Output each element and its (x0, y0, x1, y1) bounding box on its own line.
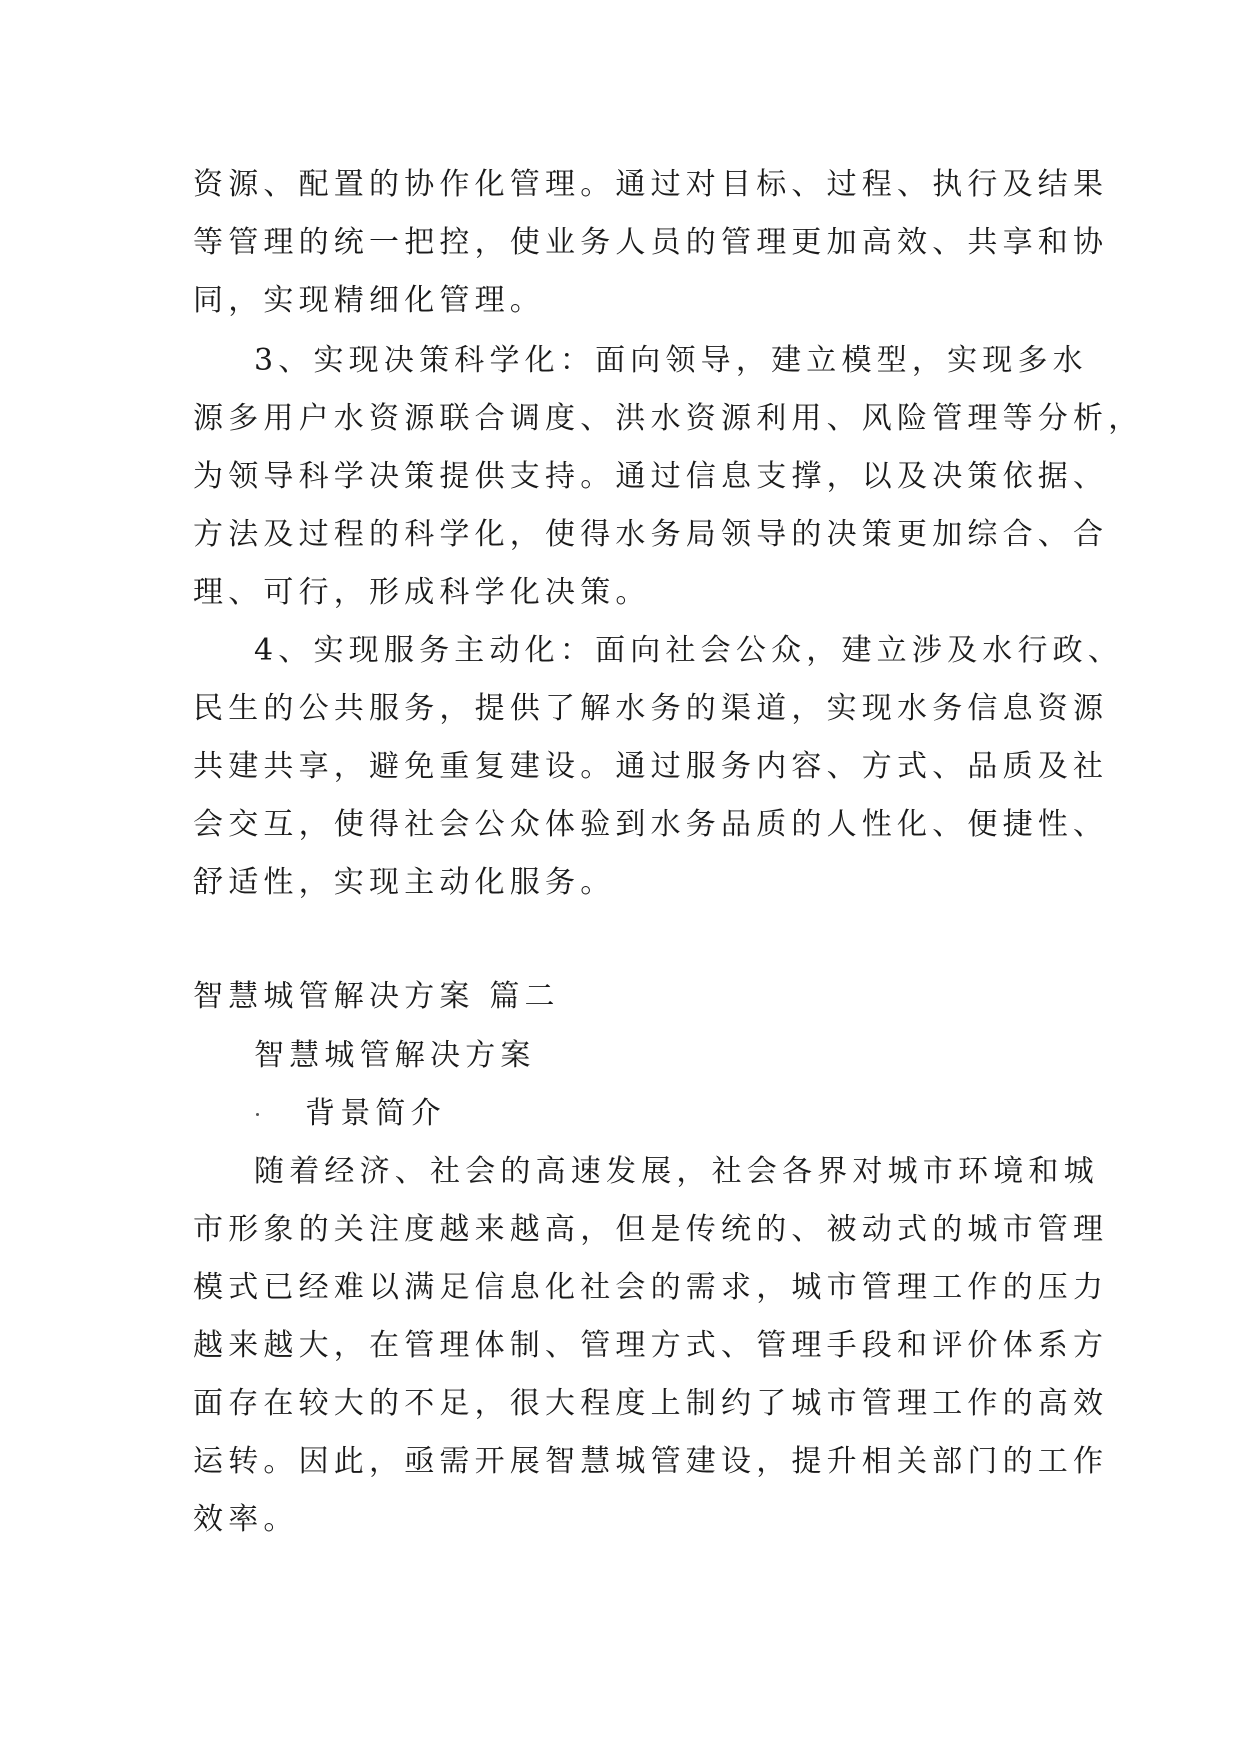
paragraph-2-line-4: 方法及过程的科学化，使得水务局领导的决策更加综合、合 (193, 517, 1109, 552)
paragraph-2-line-2: 源多用户水资源联合调度、洪水资源利用、风险管理等分析， (193, 401, 1144, 436)
paragraph-4-line-5: 面存在较大的不足，很大程度上制约了城市管理工作的高效 (193, 1386, 1109, 1421)
paragraph-4-line-2: 市形象的关注度越来越高，但是传统的、被动式的城市管理 (193, 1212, 1109, 1247)
paragraph-1-line-1: 资源、配置的协作化管理。通过对目标、过程、执行及结果 (193, 167, 1109, 202)
paragraph-4-line-7: 效率。 (193, 1502, 299, 1537)
paragraph-1-line-3: 同，实现精细化管理。 (193, 283, 545, 318)
bullet-dot-icon (256, 1113, 259, 1116)
paragraph-4-line-1: 随着经济、社会的高速发展，社会各界对城市环境和城 (254, 1154, 1099, 1189)
paragraph-3-line-2: 民生的公共服务，提供了解水务的渠道，实现水务信息资源 (193, 691, 1109, 726)
paragraph-2-line-1: 3、实现决策科学化：面向领导，建立模型，实现多水 (254, 343, 1088, 378)
paragraph-3-line-4: 会交互，使得社会公众体验到水务品质的人性化、便捷性、 (193, 807, 1109, 842)
paragraph-3-line-5: 舒适性，实现主动化服务。 (193, 865, 616, 900)
paragraph-4-line-3: 模式已经难以满足信息化社会的需求，城市管理工作的压力 (193, 1270, 1109, 1305)
paragraph-2-line-5: 理、可行，形成科学化决策。 (193, 575, 651, 610)
paragraph-4-line-6: 运转。因此，亟需开展智慧城管建设，提升相关部门的工作 (193, 1444, 1109, 1479)
paragraph-2-line-3: 为领导科学决策提供支持。通过信息支撑，以及决策依据、 (193, 459, 1109, 494)
paragraph-1-line-2: 等管理的统一把控，使业务人员的管理更加高效、共享和协 (193, 225, 1109, 260)
paragraph-3-line-1: 4、实现服务主动化：面向社会公众，建立涉及水行政、 (254, 633, 1124, 668)
section-heading: 智慧城管解决方案 篇二 (193, 979, 560, 1014)
paragraph-3-line-3: 共建共享，避免重复建设。通过服务内容、方式、品质及社 (193, 749, 1109, 784)
subheading-background: 背景简介 (305, 1096, 446, 1131)
document-title: 智慧城管解决方案 (254, 1038, 536, 1073)
paragraph-4-line-4: 越来越大，在管理体制、管理方式、管理手段和评价体系方 (193, 1328, 1109, 1363)
